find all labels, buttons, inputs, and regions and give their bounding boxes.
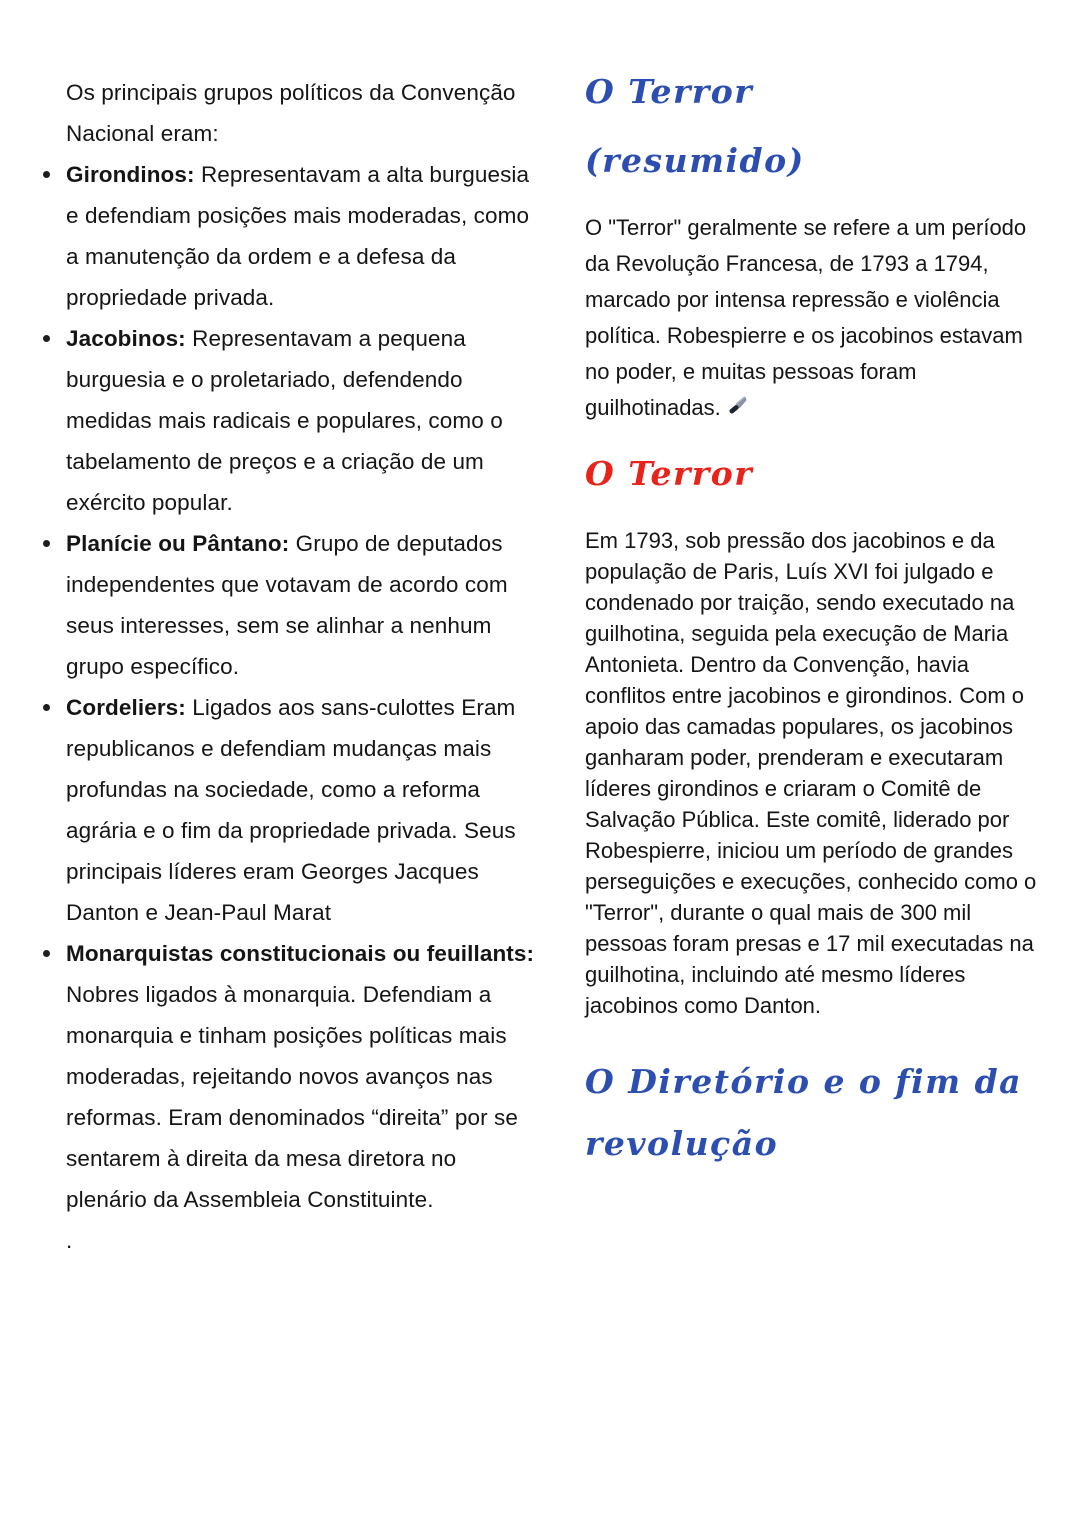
group-term: Monarquistas constitucionais ou feuillants:: [66, 941, 535, 966]
group-description: Representavam a alta burguesia e defendiam posições mais moderadas, como a manutenção da ordem e a defesa da propriedade privada.: [66, 162, 530, 310]
bullet-dot-icon: [43, 950, 50, 957]
political-groups-list: [38, 154, 543, 1220]
list-item-monarquistas: [38, 933, 543, 1220]
section-heading-terror-resumido-line1: O Terror: [585, 72, 754, 111]
section-heading-terror: O Terror: [585, 454, 754, 493]
right-column: [585, 72, 1052, 1497]
bullet-dot-icon: [43, 335, 50, 342]
bullet-dot-icon: [43, 540, 50, 547]
list-item-planicie: [38, 523, 543, 687]
stray-period: .: [66, 1228, 73, 1253]
group-term: Girondinos:: [66, 162, 195, 187]
list-item-jacobinos: [38, 318, 543, 523]
bullet-text: [66, 687, 543, 933]
list-item-cordeliers: [38, 687, 543, 933]
group-term: Planície ou Pântano:: [66, 531, 290, 556]
bullet-dot-icon: [43, 171, 50, 178]
bullet-text: [66, 523, 543, 687]
group-description: Ligados aos sans-culottes Eram republicanos e defendiam mudanças mais profundas na sociedade, como a reforma agrária e o fim da propriedade privada. Seus principais líderes eram Georges Jacques Danton e Jean-Paul Marat: [66, 695, 516, 925]
bullet-dot-icon: [43, 704, 50, 711]
section-heading-terror-resumido-line2: (resumido): [585, 141, 805, 180]
group-description: Nobres ligados à monarquia. Defendiam a monarquia e tinham posições políticas mais moderadas, rejeitando novos avanços nas reformas. Eram denominados “direita” por se sentarem à direita da mesa diretora no plenário da Assembleia Constituinte.: [66, 982, 518, 1212]
intro-paragraph: Os principais grupos políticos da Convenção Nacional eram:: [66, 80, 516, 146]
bullet-text: [66, 154, 543, 318]
list-item-girondinos: [38, 154, 543, 318]
bullet-text: [66, 933, 543, 1220]
group-description: Grupo de deputados independentes que votavam de acordo com seus interesses, sem se alinhar a nenhum grupo específico.: [66, 531, 508, 679]
terror-detail-paragraph: Em 1793, sob pressão dos jacobinos e da população de Paris, Luís XVI foi julgado e condenado por traição, sendo executado na guilhotina, seguida pela execução de Maria Antonieta. Dentro da Convenção, havia conflitos entre jacobinos e girondinos. Com o apoio das camadas populares, os jacobinos ganharam poder, prenderam e executaram líderes girondinos e criaram o Comitê de Salvação Pública. Este comitê, liderado por Robespierre, iniciou um período de grandes perseguições e execuções, conhecido como o "Terror", durante o qual mais de 300 mil pessoas foram presas e 17 mil executadas na guilhotina, incluindo até mesmo líderes jacobinos como Danton.: [585, 528, 1037, 1018]
group-description: Representavam a pequena burguesia e o proletariado, defendendo medidas mais radicais e populares, como o tabelamento de preços e a criação de um exército popular.: [66, 326, 503, 515]
terror-summary-text: O "Terror" geralmente se refere a um período da Revolução Francesa, de 1793 a 1794, marcado por intensa repressão e violência política. Robespierre e os jacobinos estavam no poder, e muitas pessoas foram guilhotinadas.: [585, 215, 1027, 420]
section-heading-diretorio: O Diretório e o fim da revolução: [585, 1062, 1023, 1163]
left-column: [38, 72, 543, 1497]
group-term: Cordeliers:: [66, 695, 186, 720]
terror-summary-paragraph: [585, 210, 1052, 430]
knife-icon: [725, 393, 751, 430]
bullet-text: [66, 318, 543, 523]
group-term: Jacobinos:: [66, 326, 186, 351]
